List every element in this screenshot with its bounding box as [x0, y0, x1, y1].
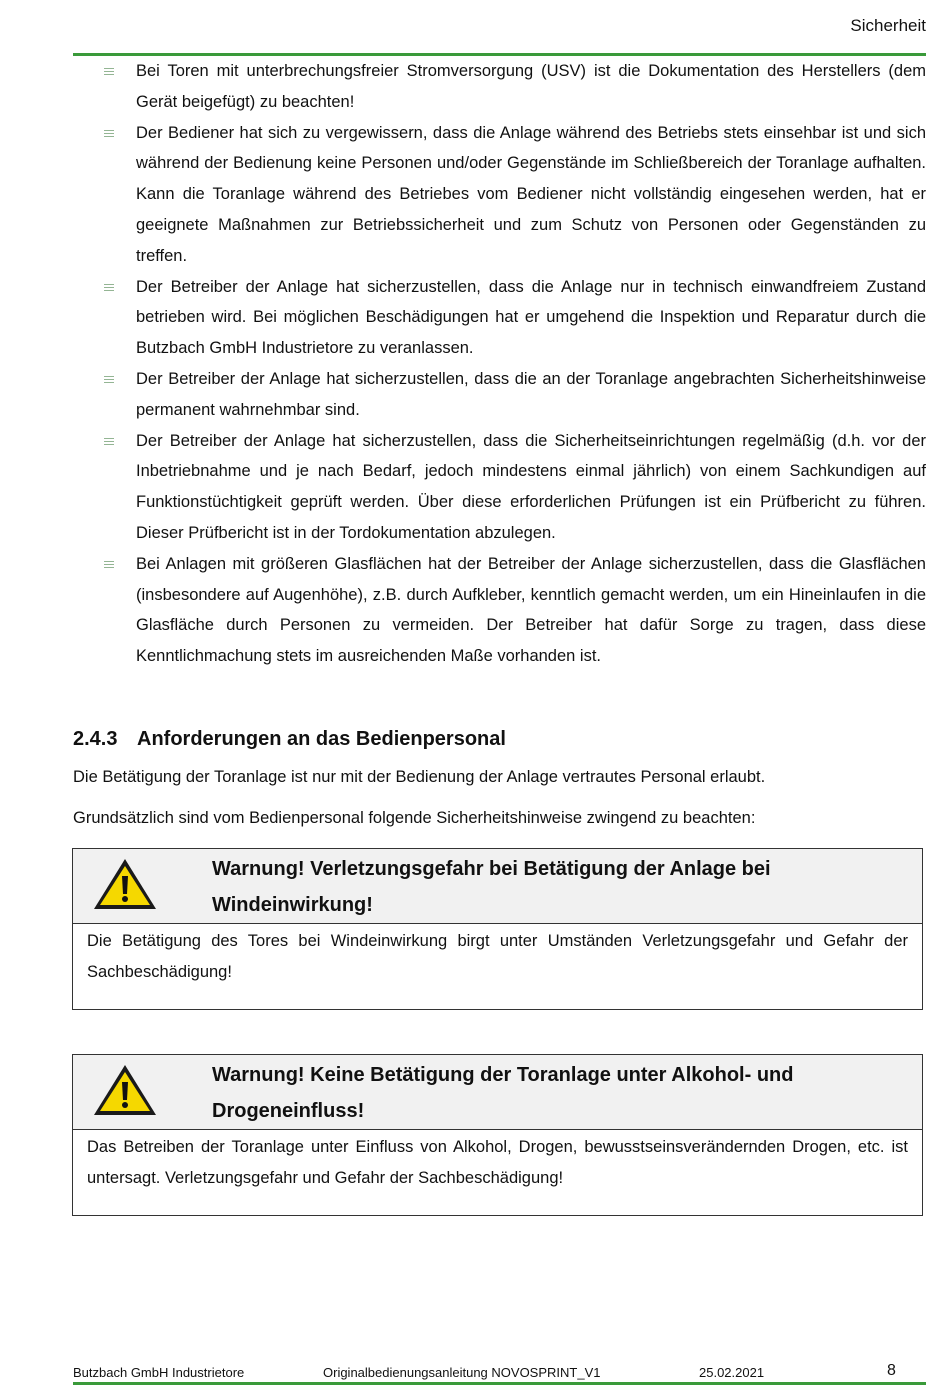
- list-item: [73, 118, 926, 272]
- list-item: [73, 549, 926, 672]
- safety-bullet-list: [73, 56, 926, 672]
- bullet-icon: [101, 549, 115, 580]
- warning-title: Warnung! Keine Betätigung der Toranlage unter Alkohol- und Drogeneinfluss!: [212, 1064, 794, 1122]
- section-intro: Die Betätigung der Toranlage ist nur mit der Bedienung der Anlage vertrautes Personal erlaubt.: [73, 768, 766, 786]
- bullet-icon: [101, 272, 115, 303]
- bullet-icon: [101, 118, 115, 149]
- bullet-icon: [101, 364, 115, 395]
- list-item: [73, 272, 926, 364]
- list-item-text: Der Bediener hat sich zu vergewissern, dass die Anlage während des Betriebs stets einsehbar ist und sich während der Bedienung keine Personen und/oder Gegenstände im Schließbereich der Toranlage aufhalten. Kann die Toranlage während des Betriebes vom Bediener nicht vollständig eingesehen werden, hat er geeignete Maßnahmen zur Betriebssicherheit und zum Schutz von Personen oder Gegenständen zu treffen.: [136, 123, 926, 265]
- section-title: Anforderungen an das Bedienpersonal: [137, 728, 506, 750]
- warning-body: Das Betreiben der Toranlage unter Einfluss von Alkohol, Drogen, bewusstseinsverändernden Drogen, etc. ist untersagt. Verletzungsgefahr und Gefahr der Sachbeschädigung!: [87, 1138, 908, 1187]
- list-item-text: Bei Anlagen mit größeren Glasflächen hat der Betreiber der Anlage sicherzustellen, dass die Glasflächen (insbesondere auf Augenhöhe), z.B. durch Aufkleber, kenntlich gemacht werden, um ein Hineinlaufen in die Glasfläche durch Personen zu vermeiden. Der Betreiber hat dafür Sorge zu tragen, dass diese Kenntlichmachung stets im ausreichenden Maße vorhanden ist.: [136, 554, 926, 666]
- section-heading: [73, 728, 506, 751]
- list-item: [73, 364, 926, 426]
- warning-triangle-icon: [92, 857, 158, 911]
- list-item-text: Der Betreiber der Anlage hat sicherzustellen, dass die an der Toranlage angebrachten Sicherheitshinweise permanent wahrnehmbar sind.: [136, 369, 926, 419]
- list-item: [73, 56, 926, 118]
- list-item: [73, 426, 926, 549]
- page-number: 8: [887, 1362, 896, 1379]
- warning-header: [73, 849, 922, 924]
- footer-rule: [73, 1382, 926, 1385]
- warning-box: [72, 1054, 923, 1216]
- list-item-text: Der Betreiber der Anlage hat sicherzustellen, dass die Sicherheitseinrichtungen regelmäßig (d.h. vor der Inbetriebnahme und je nach Bedarf, jedoch mindestens einmal jährlich) von einem Sachkundigen auf Funktionstüchtigkeit geprüft werden. Über diese erforderlichen Prüfungen ist ein Prüfbericht zu führen. Dieser Prüfbericht ist in der Tordokumentation abzulegen.: [136, 431, 926, 542]
- section-lead: Grundsätzlich sind vom Bedienpersonal folgende Sicherheitshinweise zwingend zu beachten:: [73, 809, 756, 827]
- footer-date: 25.02.2021: [699, 1365, 765, 1380]
- bullet-icon: [101, 56, 115, 87]
- header-label: Sicherheit: [850, 16, 926, 35]
- list-item-text: Bei Toren mit unterbrechungsfreier Stromversorgung (USV) ist die Dokumentation des Herstellers (dem Gerät beigefügt) zu beachten!: [136, 62, 926, 111]
- list-item-text: Der Betreiber der Anlage hat sicherzustellen, dass die Anlage nur in technisch einwandfreiem Zustand betrieben wird. Bei möglichen Beschädigungen hat er umgehend die Inspektion und Reparatur durch die Butzbach GmbH Industrietore zu veranlassen.: [136, 277, 926, 358]
- warning-box: [72, 848, 923, 1010]
- footer-company: Butzbach GmbH Industrietore: [73, 1365, 245, 1380]
- warning-header: [73, 1055, 922, 1130]
- footer-document: Originalbedienungsanleitung NOVOSPRINT_V1: [323, 1365, 601, 1380]
- bullet-icon: [101, 426, 115, 457]
- warning-title: Warnung! Verletzungsgefahr bei Betätigung der Anlage bei Windeinwirkung!: [212, 858, 771, 916]
- warning-triangle-icon: [92, 1063, 158, 1117]
- section-number: 2.4.3: [73, 728, 118, 750]
- warning-body: Die Betätigung des Tores bei Windeinwirkung birgt unter Umständen Verletzungsgefahr und Gefahr der Sachbeschädigung!: [87, 932, 908, 981]
